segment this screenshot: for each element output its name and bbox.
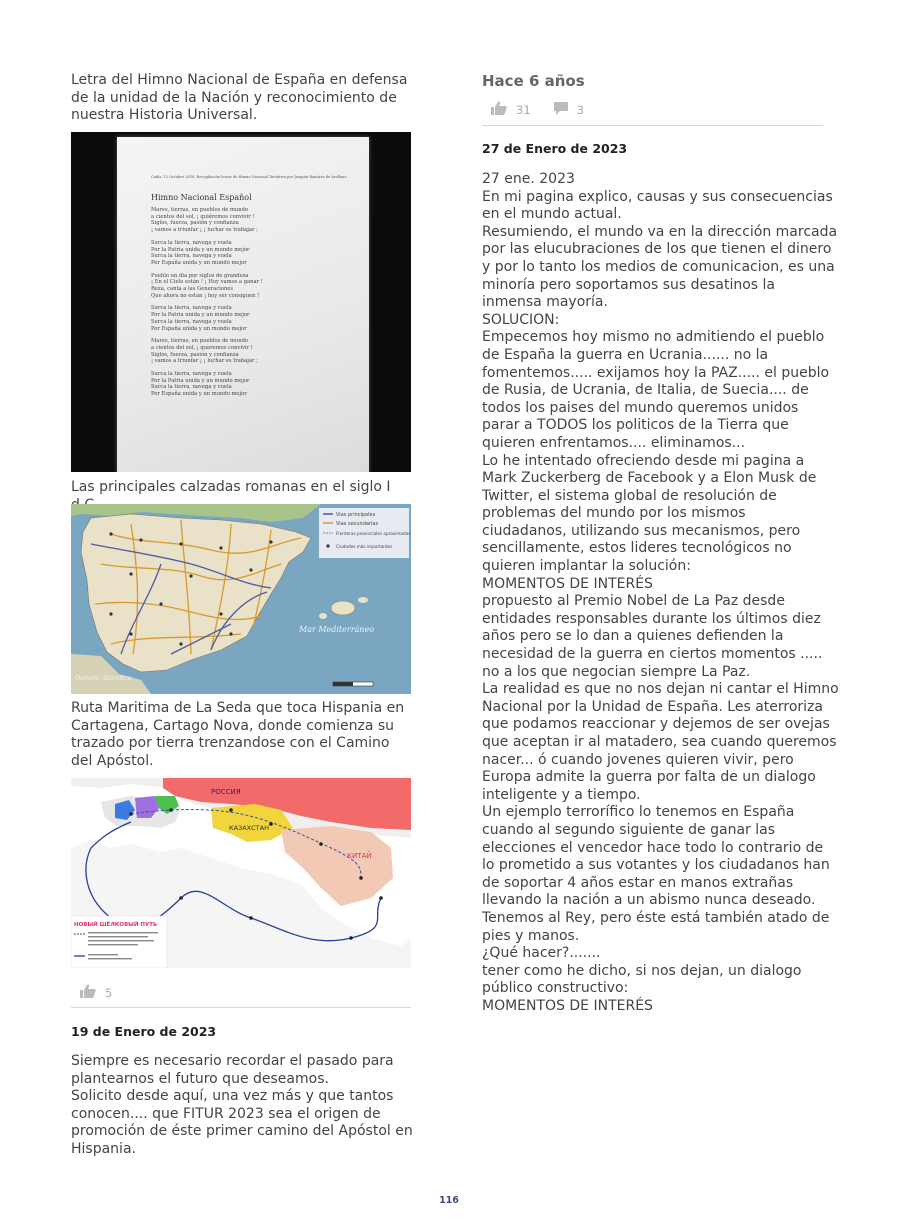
body-line: En mi pagina explico, causas y sus consecuencias	[482, 188, 833, 205]
comment-icon[interactable]	[553, 101, 569, 119]
map1-legend-4: Ciudades más importantes	[336, 544, 393, 549]
body-line: de España la guerra en Ucrania...... no la	[482, 346, 769, 363]
paper-line: Surca la tierra, navega y vuela	[151, 253, 232, 260]
paper-line: Por España unida y un mundo mejor	[151, 391, 247, 398]
paper-line: Que ahora no estan ¡ hoy ser consiguen !	[151, 292, 260, 299]
body-line: quieren enfrentamos.... eliminamos...	[482, 434, 746, 451]
right-post-body	[482, 171, 839, 1016]
paper-line: Por la Patria unida y un mundo mejor	[151, 377, 250, 384]
map1-legend-3: Fronteras provinciales aproximadas	[336, 531, 411, 536]
paper-line: Surca la tierra, navega y vuela	[151, 371, 232, 378]
silk-road-map	[71, 778, 411, 968]
paper-line: Por España unida y un mundo mejor	[151, 259, 247, 266]
body-line: SOLUCION:	[482, 311, 560, 328]
paper-line: Por España unida y un mundo mejor	[151, 325, 247, 332]
paper-title: Himno Nacional Español	[151, 193, 252, 202]
body-line: ¿Qué hacer?.......	[482, 945, 601, 962]
right-date-heading: 27 de Enero de 2023	[482, 141, 628, 156]
map1-legend-1: Vias principales	[336, 512, 376, 518]
paper-line: Surca la tierra, navega y vuela	[151, 239, 232, 246]
body-line: todos los paises del mundo queremos unidos	[482, 399, 799, 416]
right-likes-count: 31	[516, 102, 531, 117]
paper-line: a cientos del sol, ¡ quiéremos convivir !	[151, 213, 255, 220]
paper-stanza	[151, 371, 351, 398]
body-line: parar a TODOS los politicos de la Tierra que	[482, 417, 789, 434]
right-reactions	[490, 100, 584, 119]
body-line: que podamos reaccionar y dejemos de ser ovejas	[482, 716, 830, 733]
body-line: Siempre es necesario recordar el pasado para	[71, 1053, 394, 1069]
paper-line: Pueblo un dia por siglos de grandeza	[151, 272, 249, 279]
map1-sea-label: Mar Mediterráneo	[299, 625, 375, 634]
right-comments-count: 3	[576, 102, 584, 117]
silk-road-map-svg	[71, 778, 411, 968]
body-line: llevando la nación a un abismo nunca deseado.	[482, 892, 816, 909]
left-post-body	[71, 1053, 411, 1159]
body-line: tener como he dicho, si nos dejan, un dialogo	[482, 962, 802, 979]
map1-legend-2: Vias secundarias	[336, 521, 379, 527]
paper-stanza	[151, 207, 351, 234]
body-line: Nacional por la Unidad de España. Les aterroriza	[482, 698, 823, 715]
body-line: inmensa mayoría.	[482, 294, 608, 311]
left-reactions	[79, 983, 112, 1002]
paper-line: Siglos, fuerza, pasión y confianza	[151, 220, 239, 227]
body-line: MOMENTOS DE INTERÉS	[482, 997, 653, 1014]
paper-line: ¡ vamos a triunfar ¡ ¡ luchar es trabajar ;	[151, 358, 258, 365]
body-line: Solicito desde aquí, una vez más y que tantos	[71, 1088, 394, 1105]
body-line: Twitter, el sistema global de resolución de	[482, 487, 777, 504]
paper-sheet	[117, 137, 369, 472]
body-line: público constructivo:	[482, 980, 629, 997]
paper-stanzas	[151, 207, 351, 404]
body-line: Lo he intentado ofreciendo desde mi pagina a	[482, 452, 805, 469]
map2-russia-label: РОССИЯ	[211, 788, 241, 796]
paper-line: Surca la tierra, navega y vuela	[151, 305, 232, 312]
paper-line: a cientos del sol, ¡ queremos convivir !	[151, 344, 253, 351]
paper-line: ¡ vamos a triunfar ¡ ¡ luchar es trabajar ;	[151, 227, 258, 234]
body-line: entidades responsables durante los últimos diez	[482, 610, 821, 627]
body-line: que aceptan ir al matadero, sea cuando queremos	[482, 734, 837, 750]
paper-line: Siglos, fuerza, pasión y confianza	[151, 351, 239, 358]
paper-line: Surca la tierra, navega y vuela	[151, 318, 232, 325]
paper-line: Por la Patria unida y un mundo mejor	[151, 246, 250, 253]
body-line: de Rusia, de Ucrania, de Italia, de Suecia.... de	[482, 382, 809, 399]
body-line: inteligente y a tiempo.	[482, 786, 641, 803]
map2-china-label: КИТАЙ	[347, 852, 372, 860]
body-line: promoción de éste primer camino del Apóstol en	[71, 1123, 413, 1140]
thumbs-up-icon[interactable]	[79, 983, 97, 1002]
body-line: cuando al segundo siguiente de ganar las	[482, 821, 775, 838]
body-line: propuesto al Premio Nobel de La Paz desde	[482, 593, 785, 610]
body-line: años pero se lo dan a quienes defienden la	[482, 628, 784, 645]
body-line: Resumiendo, el mundo va en la dirección marcada	[482, 223, 838, 240]
body-line: ciudadanos, utilizando sus mecanismos, pero	[482, 522, 801, 539]
paper-line: Mares, tierras, en pueblos de mundo	[151, 207, 249, 213]
right-divider	[482, 125, 823, 126]
body-line: Hispania.	[71, 1140, 136, 1157]
body-line: Europa admite la guerra por falta de un dialogo	[482, 769, 816, 786]
body-line: Empecemos hoy mismo no admitiendo el pueblo	[482, 329, 825, 346]
body-line: fomentemos..... exijamos hoy la PAZ..... el pueblo	[482, 364, 830, 381]
body-line: en el mundo actual.	[482, 206, 622, 223]
body-line: Tenemos al Rey, pero éste está también atado de	[482, 909, 830, 926]
paper-stanza	[151, 240, 351, 267]
body-line: Mark Zuckerberg de Facebook y a Elon Musk de	[482, 470, 817, 487]
body-line: necesidad de la guerra en ciertos momentos .....	[482, 646, 823, 663]
roman-roads-caption: Las principales calzadas romanas en el siglo I	[71, 479, 391, 495]
left-divider	[71, 1007, 411, 1008]
left-date-heading: 19 de Enero de 2023	[71, 1024, 217, 1039]
thumbs-up-icon[interactable]	[490, 100, 508, 119]
body-line: plantearnos el futuro que deseamos.	[71, 1070, 329, 1087]
map2-kazakhstan-label: КАЗАХСТАН	[229, 824, 269, 832]
body-line: lo prometido a sus votantes y los ciudadanos han	[482, 857, 830, 874]
map2-legend-title: НОВЫЙ ШЁЛКОВЫЙ ПУТЬ	[74, 922, 158, 928]
body-line: nacer... ó cuando jovenes quieren vivir, pero	[482, 751, 794, 768]
paper-stanza	[151, 338, 351, 365]
body-line: conocen.... que FITUR 2023 sea el origen de	[71, 1105, 381, 1122]
paper-stanza	[151, 305, 351, 332]
roman-roads-map-svg	[71, 504, 411, 694]
page-number: 116	[439, 1195, 459, 1206]
paper-line: ¡ En el Cielo están ! ¡ Hoy vamos a ganar !	[151, 279, 263, 286]
hymn-photo	[71, 132, 411, 472]
paper-header: Cadiz, 12 Octubre 2016. Recopilación letras de Himno Nacional Tentativa por Joaquín Ramírez de Arellano	[151, 175, 347, 179]
left-likes-count: 5	[105, 985, 113, 1000]
body-line: elecciones el vencedor hace todo lo contrario de	[482, 839, 824, 856]
body-line: pies y manos.	[482, 927, 580, 944]
body-line: sencillamente, estos lideres tecnológicos no	[482, 540, 792, 557]
body-line: La realidad es que no nos dejan ni cantar el Himno	[482, 681, 839, 698]
body-line: y por lo tanto los medios de comunicacion, es una	[482, 258, 835, 275]
paper-line: Por la Patria unida y un mundo mejor	[151, 312, 250, 319]
body-line: por las elucubraciones de los que tienen el dinero	[482, 241, 832, 258]
body-line: no a los que negocian siempre La Paz.	[482, 663, 751, 680]
roman-roads-map	[71, 504, 411, 694]
paper-line: Surca la tierra, navega y vuela	[151, 384, 232, 391]
body-line: 27 ene. 2023	[482, 171, 575, 187]
silk-road-caption: Ruta Maritima de La Seda que toca Hispania en Cartagena, Cartago Nova, donde comienza su trazado por tierra trenzandose con el Camino del Apóstol.	[71, 700, 405, 769]
paper-line: Reza, canta a las Generaciones	[151, 286, 234, 293]
body-line: MOMENTOS DE INTERÉS	[482, 575, 653, 592]
paper-stanza	[151, 273, 351, 300]
intro-text: Letra del Himno Nacional de España en defensa de la unidad de la Nación y reconocimiento de nuestra Historia Universal.	[71, 72, 408, 124]
body-line: Un ejemplo terrorífico lo tenemos en España	[482, 804, 795, 821]
map1-ocean-label: Océano Atlántico	[75, 674, 132, 682]
time-ago: Hace 6 años	[482, 72, 585, 90]
paper-line: Mares, tierras, en pueblos de mundo	[151, 338, 249, 345]
body-line: minoría pero soportamos sus desatinos la	[482, 276, 776, 293]
body-line: quieren implantar la solución:	[482, 558, 691, 575]
body-line: de soportar 4 años estar en manos extrañas	[482, 874, 794, 891]
body-line: problemas del mundo por los mismos	[482, 505, 746, 522]
